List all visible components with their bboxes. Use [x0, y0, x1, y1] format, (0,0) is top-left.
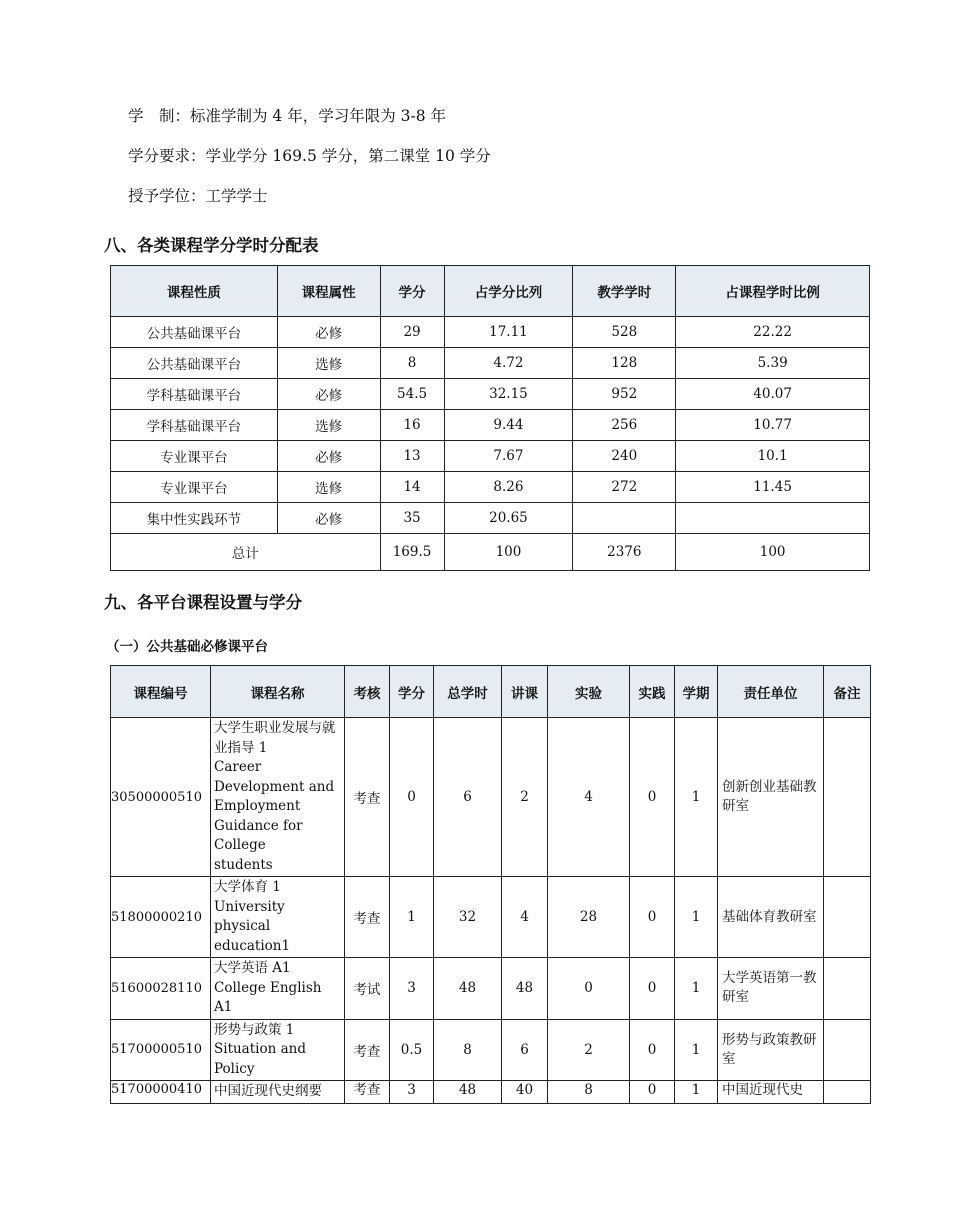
table-cell: 考查	[345, 718, 390, 877]
table-cell: 5.39	[676, 348, 870, 379]
table-cell: 10.77	[676, 410, 870, 441]
table-cell: 4	[502, 877, 548, 958]
table-cell: 54.5	[380, 379, 444, 410]
table-cell: 6	[434, 718, 502, 877]
table-cell: 形势与政策教研室	[718, 1019, 824, 1081]
table-cell: 考查	[345, 1019, 390, 1081]
table-cell: 7.67	[444, 441, 573, 472]
section-9-title: 九、各平台课程设置与学分	[104, 593, 302, 612]
table-cell: 1	[390, 877, 434, 958]
table-cell: 13	[380, 441, 444, 472]
total-label: 总计	[111, 534, 381, 571]
table-cell	[573, 503, 676, 534]
table-cell	[676, 503, 870, 534]
table-cell: 集中性实践环节	[111, 503, 278, 534]
table-cell	[824, 877, 871, 958]
table-cell: 0	[390, 718, 434, 877]
total-credits: 169.5	[380, 534, 444, 571]
table-cell	[824, 1019, 871, 1081]
table-cell: 3	[390, 1081, 434, 1104]
table-cell: 48	[434, 1081, 502, 1104]
table-cell: 32.15	[444, 379, 573, 410]
total-row	[111, 534, 870, 571]
info-credits: 学分要求：学业学分 169.5 学分，第二课堂 10 学分	[128, 147, 491, 165]
credit-distribution-table	[110, 265, 870, 571]
table-cell: 32	[434, 877, 502, 958]
table-cell: 专业课平台	[111, 441, 278, 472]
table-cell: 选修	[277, 472, 380, 503]
table-cell: 17.11	[444, 317, 573, 348]
table-cell: 2	[548, 1019, 630, 1081]
header-cell: 学分	[380, 266, 444, 317]
course-row	[111, 1019, 871, 1081]
total-hours-ratio: 100	[676, 534, 870, 571]
header-cell: 教学学时	[573, 266, 676, 317]
table-cell: 240	[573, 441, 676, 472]
header-cell: 课程性质	[111, 266, 278, 317]
table-cell: 8.26	[444, 472, 573, 503]
course-name: 大学生职业发展与就业指导 1 Career Development and Employment Guidance for College students	[211, 718, 345, 877]
header-cell: 占课程学时比例	[676, 266, 870, 317]
header-cell: 实践	[630, 666, 675, 718]
course-name: 中国近现代史纲要	[211, 1081, 345, 1104]
header-cell: 学期	[675, 666, 718, 718]
header-cell: 实验	[548, 666, 630, 718]
table-cell: 4.72	[444, 348, 573, 379]
table-cell: 1	[675, 1081, 718, 1104]
table-cell: 40.07	[676, 379, 870, 410]
course-row	[111, 958, 871, 1020]
table-cell: 学科基础课平台	[111, 410, 278, 441]
course-row	[111, 718, 871, 877]
table-cell: 学科基础课平台	[111, 379, 278, 410]
table-cell: 128	[573, 348, 676, 379]
table-cell: 20.65	[444, 503, 573, 534]
table-cell: 必修	[277, 503, 380, 534]
header-cell: 课程编号	[111, 666, 211, 718]
table-cell: 0	[630, 1081, 675, 1104]
table-cell: 公共基础课平台	[111, 348, 278, 379]
table-cell: 考查	[345, 877, 390, 958]
table-cell: 选修	[277, 348, 380, 379]
table-row	[111, 317, 870, 348]
section-8-title: 八、各类课程学分学时分配表	[104, 236, 319, 255]
table-cell: 10.1	[676, 441, 870, 472]
table-cell: 0	[548, 958, 630, 1020]
table-cell: 14	[380, 472, 444, 503]
table-cell: 0	[630, 718, 675, 877]
header-cell: 考核	[345, 666, 390, 718]
table-cell: 48	[502, 958, 548, 1020]
table-cell: 16	[380, 410, 444, 441]
table-cell: 2	[502, 718, 548, 877]
table-cell: 必修	[277, 441, 380, 472]
table-cell: 公共基础课平台	[111, 317, 278, 348]
table-cell: 选修	[277, 410, 380, 441]
table-cell: 28	[548, 877, 630, 958]
table-cell: 必修	[277, 379, 380, 410]
table-cell: 528	[573, 317, 676, 348]
section-9-subtitle: （一）公共基础必修课平台	[106, 639, 268, 655]
table-cell: 基础体育教研室	[718, 877, 824, 958]
table-cell: 40	[502, 1081, 548, 1104]
table-cell: 48	[434, 958, 502, 1020]
table-cell: 专业课平台	[111, 472, 278, 503]
info-duration: 学 制：标准学制为 4 年，学习年限为 3-8 年	[128, 107, 447, 125]
table-cell: 3	[390, 958, 434, 1020]
table-cell: 0	[630, 1019, 675, 1081]
header-cell: 课程属性	[277, 266, 380, 317]
total-hours: 2376	[573, 534, 676, 571]
table-cell: 考试	[345, 958, 390, 1020]
course-row	[111, 1081, 871, 1104]
table-cell: 考查	[345, 1081, 390, 1104]
table-row	[111, 472, 870, 503]
table-cell: 8	[548, 1081, 630, 1104]
course-name: 大学体育 1 University physical education1	[211, 877, 345, 958]
header-cell: 占学分比列	[444, 266, 573, 317]
table-cell: 1	[675, 1019, 718, 1081]
header-cell: 课程名称	[211, 666, 345, 718]
table-cell: 22.22	[676, 317, 870, 348]
header-cell: 总学时	[434, 666, 502, 718]
table-cell: 0.5	[390, 1019, 434, 1081]
table-cell: 272	[573, 472, 676, 503]
table-cell	[824, 958, 871, 1020]
table-cell: 6	[502, 1019, 548, 1081]
table-cell: 1	[675, 958, 718, 1020]
table-cell: 1	[675, 877, 718, 958]
course-name: 形势与政策 1 Situation and Policy	[211, 1019, 345, 1081]
course-code: 51800000210	[111, 877, 211, 958]
table-header-row	[111, 266, 870, 317]
course-code: 30500000510	[111, 718, 211, 877]
header-cell: 备注	[824, 666, 871, 718]
header-cell: 责任单位	[718, 666, 824, 718]
table-row	[111, 379, 870, 410]
table-cell: 创新创业基础教研室	[718, 718, 824, 877]
total-ratio: 100	[444, 534, 573, 571]
table-cell: 大学英语第一教研室	[718, 958, 824, 1020]
table-cell: 29	[380, 317, 444, 348]
course-table	[110, 665, 871, 1104]
table-cell: 1	[675, 718, 718, 877]
info-degree: 授予学位：工学学士	[128, 187, 268, 205]
table-cell: 11.45	[676, 472, 870, 503]
table-cell: 256	[573, 410, 676, 441]
table-row	[111, 410, 870, 441]
table-cell: 0	[630, 877, 675, 958]
table-cell: 0	[630, 958, 675, 1020]
table-header-row	[111, 666, 871, 718]
table-cell: 中国近现代史	[718, 1081, 824, 1104]
table-row	[111, 441, 870, 472]
course-code: 51700000410	[111, 1081, 211, 1104]
table-cell: 必修	[277, 317, 380, 348]
table-cell: 8	[434, 1019, 502, 1081]
table-cell: 8	[380, 348, 444, 379]
table-cell	[824, 718, 871, 877]
table-cell: 4	[548, 718, 630, 877]
table-cell: 952	[573, 379, 676, 410]
course-code: 51600028110	[111, 958, 211, 1020]
table-cell: 9.44	[444, 410, 573, 441]
table-row	[111, 348, 870, 379]
header-cell: 讲课	[502, 666, 548, 718]
table-cell	[824, 1081, 871, 1104]
course-code: 51700000510	[111, 1019, 211, 1081]
table-row	[111, 503, 870, 534]
course-name: 大学英语 A1 College English A1	[211, 958, 345, 1020]
table-cell: 35	[380, 503, 444, 534]
header-cell: 学分	[390, 666, 434, 718]
course-row	[111, 877, 871, 958]
